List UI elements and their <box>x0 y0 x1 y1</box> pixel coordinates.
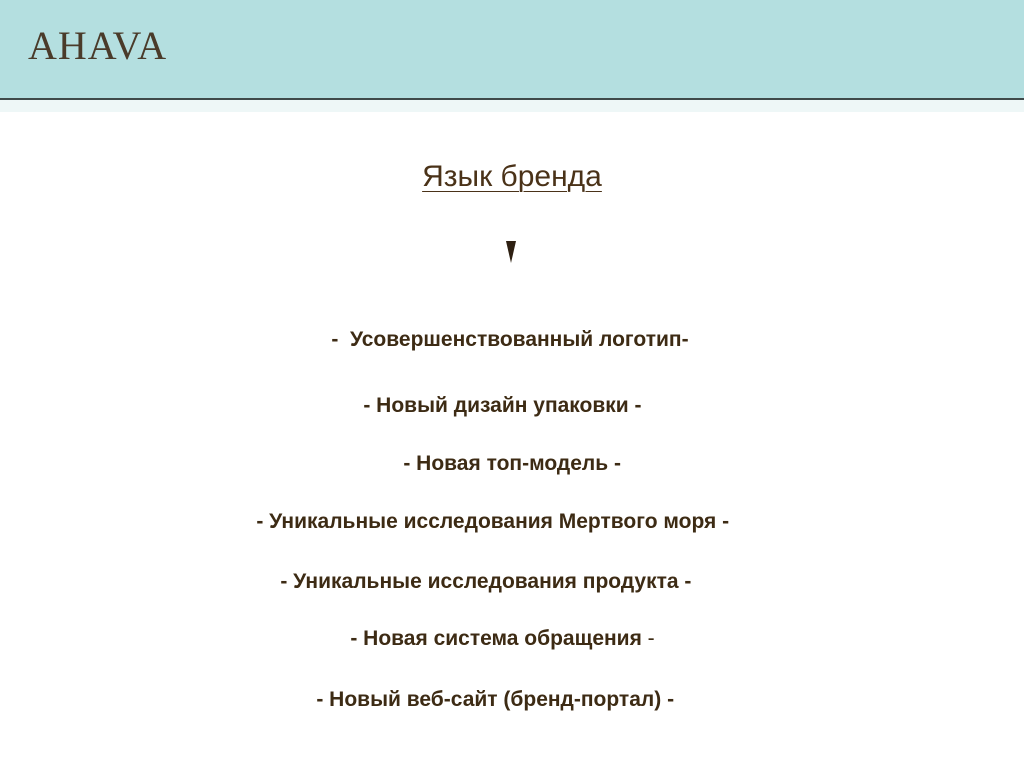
list-item-text: - Новая топ-модель - <box>403 452 621 475</box>
list-item-text: - Новая система обращения <box>350 627 642 650</box>
down-arrow-icon <box>506 241 516 263</box>
ahava-logo: AHAVA <box>28 23 168 68</box>
header-shadow <box>0 100 1024 112</box>
list-item <box>293 661 674 739</box>
list-item-trailing-dash: - <box>641 627 655 650</box>
list-item-text: - Новый веб-сайт (бренд-портал) - <box>316 688 675 711</box>
list-item-text: - Новый дизайн упаковки - <box>363 394 642 417</box>
list-item-text: - Уникальные исследования продукта - <box>280 570 692 593</box>
list-item-text: - Уникальные исследования Мертвого моря - <box>256 510 730 533</box>
slide-title: Язык бренда <box>422 160 602 193</box>
list-item-text: - Усовершенствованный логотип- <box>331 328 689 351</box>
